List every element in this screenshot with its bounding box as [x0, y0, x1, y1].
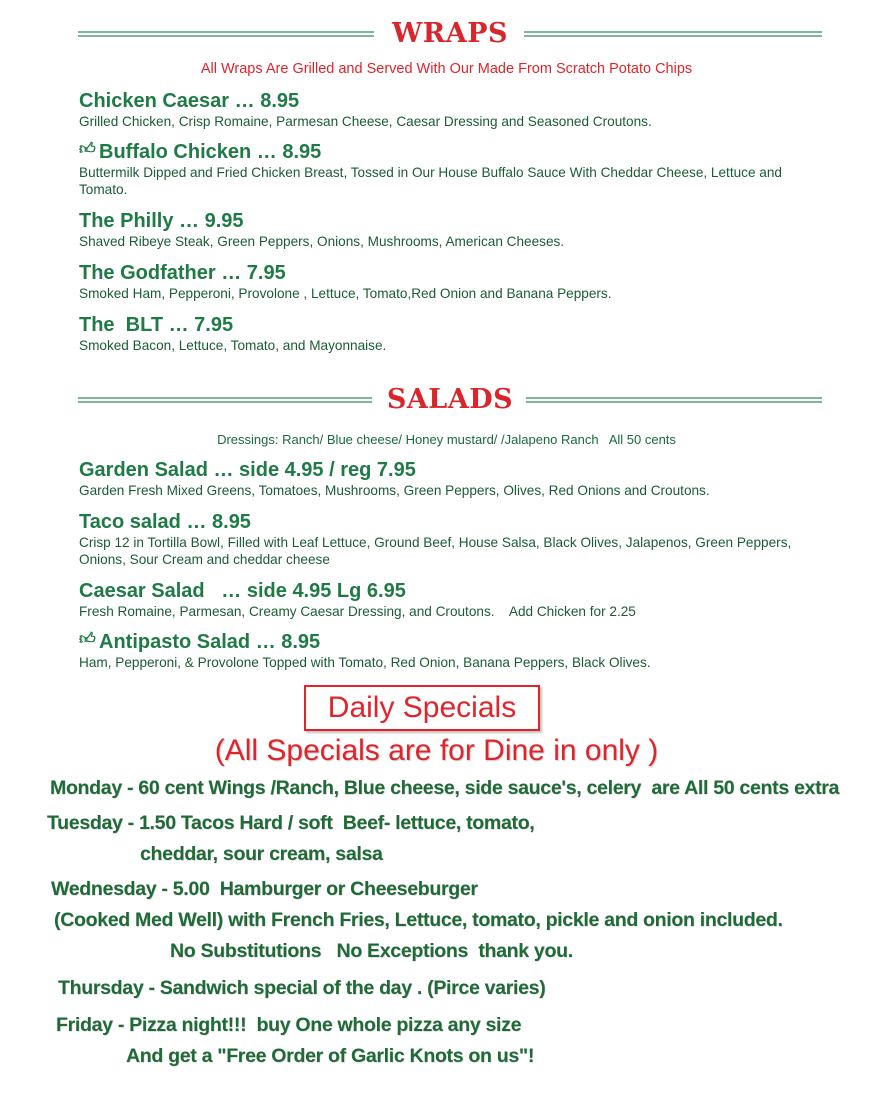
- menu-item-desc: Garden Fresh Mixed Greens, Tomatoes, Mushrooms, Green Peppers, Olives, Red Onions and Croutons.: [79, 483, 710, 498]
- dine-in-note: (All Specials are for Dine in only ): [214, 734, 659, 767]
- salads-subtitle: Dressings: Ranch/ Blue cheese/ Honey mustard/ /Jalapeno Ranch All 50 cents: [217, 432, 676, 447]
- special-line-wednesday-note: No Substitutions No Exceptions thank you.: [170, 940, 573, 962]
- menu-item: [79, 140, 799, 198]
- menu-item-title: The Godfather … 7.95: [79, 262, 286, 284]
- daily-specials-box: [304, 685, 540, 731]
- menu-item-title: The Philly … 9.95: [79, 210, 244, 232]
- divider: [524, 31, 822, 37]
- menu-item-desc: Fresh Romaine, Parmesan, Creamy Caesar Dressing, and Croutons. Add Chicken for 2.25: [79, 604, 636, 619]
- thumbs-up-icon: 👍︎: [79, 631, 96, 648]
- menu-item: [79, 89, 799, 130]
- wraps-title: WRAPS: [391, 18, 508, 49]
- menu-item-desc: Buttermilk Dipped and Fried Chicken Breast, Tossed in Our House Buffalo Sauce With Cheddar Cheese, Lettuce and Tomato.: [79, 165, 782, 197]
- divider: [526, 397, 822, 403]
- salads-header: [78, 380, 822, 420]
- menu-item: [79, 630, 799, 671]
- menu-item-title: Chicken Caesar … 8.95: [79, 90, 300, 112]
- menu-item-desc: Smoked Ham, Pepperoni, Provolone , Lettuce, Tomato,Red Onion and Banana Peppers.: [79, 286, 612, 301]
- thumbs-up-icon: 👍︎: [79, 141, 96, 158]
- special-line-friday: Friday - Pizza night!!! buy One whole pizza any size: [56, 1014, 522, 1036]
- special-line-monday: Monday - 60 cent Wings /Ranch, Blue cheese, side sauce's, celery are All 50 cents extra: [50, 777, 840, 799]
- salads-title: SALADS: [386, 384, 514, 415]
- menu-item-desc: Grilled Chicken, Crisp Romaine, Parmesan Cheese, Caesar Dressing and Seasoned Croutons.: [79, 114, 652, 129]
- menu-item-title: Taco salad … 8.95: [79, 511, 251, 533]
- menu-item: [79, 261, 799, 302]
- menu-item: [79, 579, 799, 620]
- menu-item-desc: Crisp 12 in Tortilla Bowl, Filled with Leaf Lettuce, Ground Beef, House Salsa, Black Olives, Jalapenos, Green Peppers, Onions, Sour Cream and cheddar cheese: [79, 535, 792, 567]
- menu-item: [79, 510, 799, 568]
- special-line-tuesday: Tuesday - 1.50 Tacos Hard / soft Beef- lettuce, tomato,: [47, 812, 535, 834]
- menu-item: [79, 209, 799, 250]
- daily-specials-title: Daily Specials: [327, 691, 517, 724]
- menu-item: [79, 313, 799, 354]
- menu-item-desc: Ham, Pepperoni, & Provolone Topped with Tomato, Red Onion, Banana Peppers, Black Olives.: [79, 655, 651, 670]
- special-line-friday-cont: And get a "Free Order of Garlic Knots on us"!: [126, 1045, 535, 1067]
- wraps-header: [78, 14, 822, 54]
- special-line-tuesday-cont: cheddar, sour cream, salsa: [140, 843, 383, 865]
- menu-item-title: Garden Salad … side 4.95 / reg 7.95: [79, 459, 416, 481]
- wraps-subtitle: All Wraps Are Grilled and Served With Our Made From Scratch Potato Chips: [200, 61, 693, 77]
- special-line-wednesday: Wednesday - 5.00 Hamburger or Cheeseburger: [51, 878, 478, 900]
- menu-item: [79, 458, 799, 499]
- special-line-wednesday-cont: (Cooked Med Well) with French Fries, Lettuce, tomato, pickle and onion included.: [54, 909, 783, 931]
- menu-item-title: The BLT … 7.95: [79, 314, 234, 336]
- menu-item-title: Antipasto Salad … 8.95: [99, 631, 321, 653]
- menu-item-desc: Smoked Bacon, Lettuce, Tomato, and Mayonnaise.: [79, 338, 387, 353]
- menu-item-title: Caesar Salad … side 4.95 Lg 6.95: [79, 580, 406, 602]
- menu-item-desc: Shaved Ribeye Steak, Green Peppers, Onions, Mushrooms, American Cheeses.: [79, 234, 565, 249]
- menu-item-title: Buffalo Chicken … 8.95: [99, 141, 322, 163]
- special-line-thursday: Thursday - Sandwich special of the day . (Pirce varies): [58, 977, 546, 999]
